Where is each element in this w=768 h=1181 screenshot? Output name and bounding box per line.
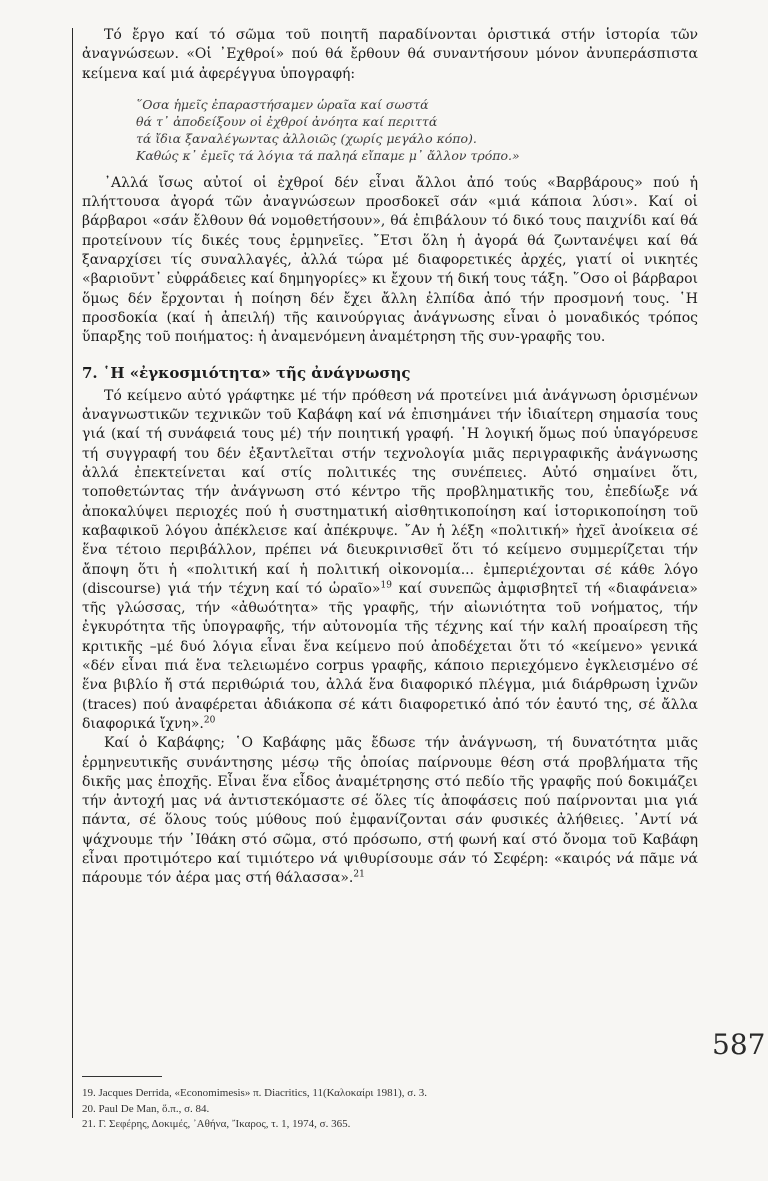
paragraph-3-part-b: καί συνεπῶς ἀμφισβητεῖ τή «διαφάνεια» τῆς γλώσσας, τήν «ἀθωότητα» τῆς γραφῆς, τήν αἰωνιότητα τοῦ νοήματος, τήν ἐγκυρότητα τῆς ὑπογραφῆς, τήν αὐτονομία τῆς τέχνης καί τήν καλή προαίρεση τῆς κριτικῆς –μέ δυό λόγια εἶναι ἕνα κείμενο πού ἀποδέχεται ὅτι τό «κείμενο» γενικά «δέν εἶναι πιά ἕνα τελειωμένο corpus γραφῆς, κάποιο περιεχόμενο ἐγκλεισμένο σέ ἕνα βιβλίο ἤ στά περιθώριά του, ἀλλά ἕνα διαφορικό πλέγμα, μιά διάρθρωση ἰχνῶν (traces) πού ἀναφέρεται ἀδιάκοπα σέ κάτι διαφορετικό ἀπό τόν ἑαυτό της, σέ ἄλλα διαφορικά ἴχνη». [82,580,699,732]
footnote-19: 19. Jacques Derrida, «Economimesis» π. Diacritics, 11(Καλοκαίρι 1981), σ. 3. [82,1087,427,1099]
footnotes [82,1086,682,1133]
footnote-ref-19: 19 [380,580,392,591]
verse-line: θά τ᾿ ἀποδείξουν οἱ ἐχθροί ἀνόητα καί περιττά [136,113,438,129]
paragraph-4 [82,734,698,888]
footnote-ref-21: 21 [353,869,365,880]
paragraph-3-part-a: Τό κείμενο αὐτό γράφτηκε μέ τήν πρόθεση νά προτείνει μιά ἀνάγνωση ὁρισμένων ἀναγνωστικῶν τεχνικῶν τοῦ Καβάφη καί νά ἐπισημάνει τήν ἰδιαίτερη σημασία τους γιά (καί τή συνάφειά τους μέ) τήν ποιητική γραφή. ῾Η λογική ὅμως πού ὑπαγόρευσε τή συγγραφή του δέν ἐξαντλεῖται στήν τεχνολογία μιᾶς περιγραφικῆς ἀνάγνωσης ἀλλά ἐπεκτείνεται καί στίς πολιτικές της συνέπειες. Αὐτό σημαίνει ὅτι, τοποθετώντας τήν ἀνάγνωση στό κέντρο τῆς προβληματικῆς του, ἐπεδίωξε νά ἀποκαλύψει περιοχές πού ἡ συστηματική αἰσθητικοποίηση καί ἱστορικοποίηση τοῦ καβαφικοῦ λόγου ἀπέκλεισε καί ἀπέκρυψε. ῎Αν ἡ λέξη «πολιτική» ἠχεῖ ἀνοίκεια σέ ἕνα τέτοιο περιβάλλον, πρέπει νά διευκρινισθεῖ ὅτι τό κείμενο συμμερίζεται τήν ἄποψη ὅτι ἡ «πολιτική καί ἡ πολιτική οἰκονομία... ἐμπεριέχονται σέ κάθε λόγο (discourse) γιά τήν τέχνη καί τό ὡραῖο» [82,387,698,597]
footnote-ref-20: 20 [203,715,216,726]
verse-line: ῞Οσα ἡμεῖς ἐπαραστήσαμεν ὡραῖα καί σωστά [136,96,429,112]
paragraph-2: ᾿Αλλά ἴσως αὐτοί οἱ ἐχθροί δέν εἶναι ἄλλοι ἀπό τούς «Βαρβάρους» πού ἡ πλήττουσα ἀγορά τῶν ἀναγνώσεων προσδοκεῖ σάν «μιά κάποια λύσι». Καί οἱ βάρβαροι «σάν ἔλθουν θά νομοθετήσουν», θά ἐπιβάλουν τό δικό τους παιχνίδι καί θά προτείνουν τίς δικές τους ἑρμηνεῖες. ῎Ετσι ὅλη ἡ ἀγορά θά ζωντανέψει καί θά ξαναρχίσει τίς συναλλαγές, ἀλλά τώρα μέ διαφορετικές ἀρχές, γιατί οἱ νικητές «βαριοῦντ᾿ εὐφράδειες καί δημηγορίες» κι ἔχουν τή δική τους τάξη. ῞Οσο οἱ βάρβαροι ὅμως δέν ἔρχονται ἡ ποίηση δέν ἔχει ἄλλη ἐλπίδα ἀπό τήν προσμονή τους. ῾Η προσδοκία (καί ἡ ἀπειλή) τῆς καινούργιας ἀνάγνωσης εἶναι ὁ μοναδικός τρόπος ὕπαρξης τοῦ ποιήματος: ἡ ἀναμενόμενη ἀναμέτρηση τῆς συν-γραφῆς του. [82,174,698,346]
footnote-20: 20. Paul De Man, ὅ.π., σ. 84. [82,1102,210,1115]
margin-rule [72,28,73,1118]
paragraph-1: Τό ἔργο καί τό σῶμα τοῦ ποιητῆ παραδίνονται ὁριστικά στήν ἱστορία τῶν ἀναγνώσεων. «Οἱ ᾿Εχθροί» πού θά ἔρθουν θά συναντήσουν μόνον ἀνυπεράσπιστα κείμενα καί μιά ἀφερέγγυα ὑπογραφή: [82,27,698,82]
page-body [82,26,698,889]
verse-line: τά ἴδια ξαναλέγωντας ἀλλοιῶς (χωρίς μεγάλο κόπο). [136,130,477,146]
verse-line: Καθώς κ᾿ ἐμεῖς τά λόγια τά παληά εἴπαμε μ᾿ ἄλλον τρόπο.» [136,147,520,163]
footnote-21: 21. Γ. Σεφέρης, Δοκιμές, ᾿Αθήνα, ῎Ικαρος, τ. 1, 1974, σ. 365. [82,1118,351,1130]
footnote-divider [82,1076,162,1077]
verse-quote [136,96,698,164]
page-number: 587 [712,1028,766,1061]
paragraph-3 [82,387,698,734]
section-title: 7. ῾Η «ἐγκοσμιότητα» τῆς ἀνάγνωσης [82,363,411,382]
paragraph-4-text: Καί ὁ Καβάφης; ῾Ο Καβάφης μᾶς ἔδωσε τήν ἀνάγνωση, τή δυνατότητα μιᾶς ἑρμηνευτικῆς συνάντησης μέσῳ τῆς ὁποίας παίρνουμε θέση στά προβλήματα τῆς δικῆς μας ἐποχῆς. Εἶναι ἕνα εἶδος ἀναμέτρησης στό πεδίο τῆς γραφῆς πού δοκιμάζει τήν ἀντοχή μας νά ἀντιστεκόμαστε σέ ὅλες τίς ἀποφάσεις πού παίρνονται μια γιά πάντα, σέ ὅλους τούς μύθους πού ἐμφανίζονται σάν φυσικές ἀλήθειες. ᾿Αντί νά ψάχνουμε τήν ᾿Ιθάκη στό σῶμα, στό πρόσωπο, στή φωνή καί στό ὄνομα τοῦ Καβάφη εἶναι προτιμότερο καί τιμιότερο νά ψιθυρίσουμε σάν τό Σεφέρη: «καιρός νά πᾶμε νά πάρουμε τόν ἀέρα μας στή θάλασσα». [82,735,698,887]
